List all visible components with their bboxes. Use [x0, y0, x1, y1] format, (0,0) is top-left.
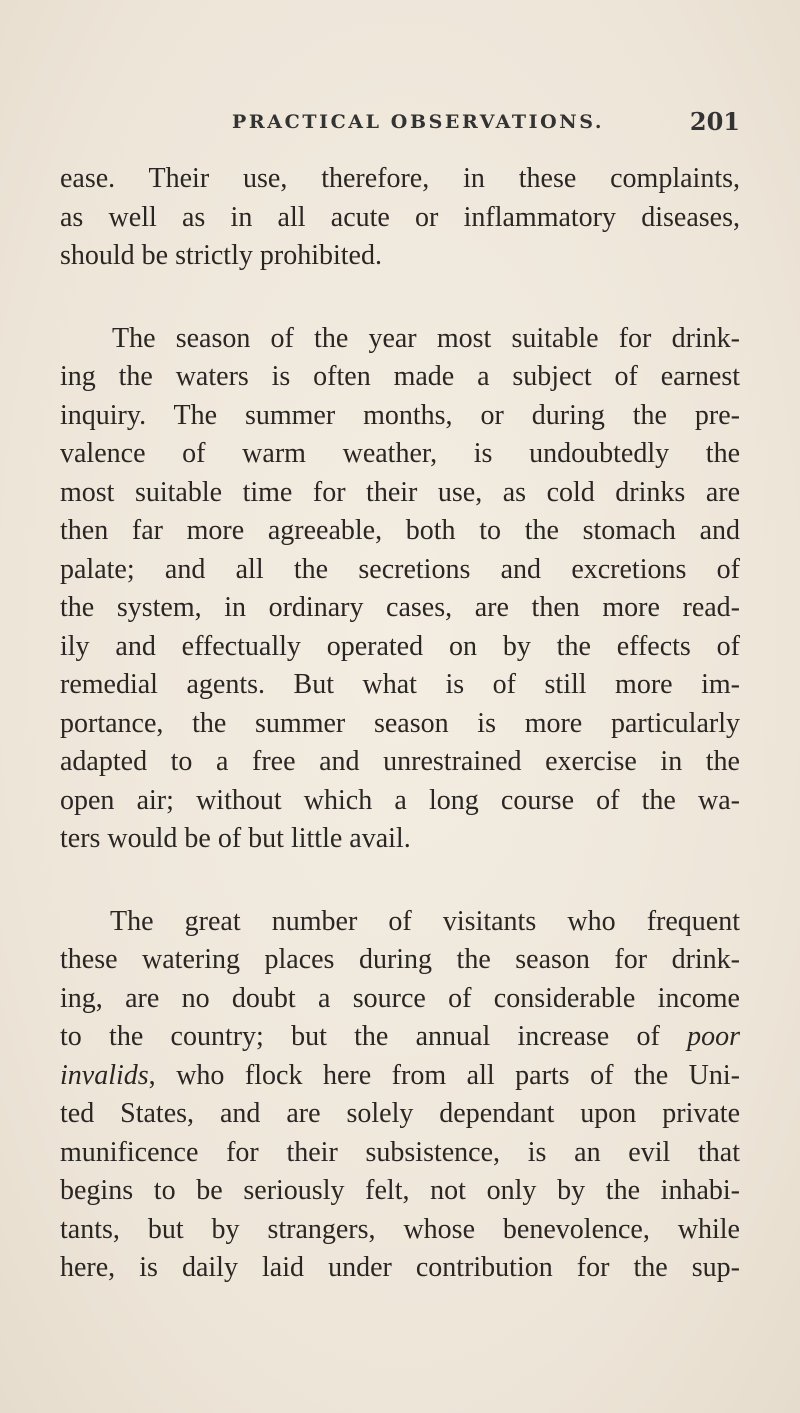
text-line: these watering places during the season for drink- [60, 944, 740, 975]
text-line: as well as in all acute or inflammatory diseases, [60, 201, 740, 233]
text-line: remedial agents. But what is of still more im- [60, 669, 740, 700]
text-line: The season of the year most suitable for drink- [112, 322, 740, 354]
text-line: ters would be of but little avail. [60, 823, 411, 854]
running-title: PRACTICAL OBSERVATIONS. [232, 111, 605, 133]
text-line [60, 1018, 740, 1057]
text-line: most suitable time for their use, as cold drinks are [60, 476, 740, 508]
text-line: The great number of visitants who frequent [110, 905, 740, 937]
text-line: portance, the summer season is more particularly [60, 707, 740, 739]
text-line: should be strictly prohibited. [60, 240, 382, 271]
text-line: ing, are no doubt a source of considerable income [60, 982, 740, 1014]
text-line: palate; and all the secretions and excretions of [60, 553, 740, 585]
text-line: ily and effectually operated on by the effects of [60, 630, 740, 662]
text-line: adapted to a free and unrestrained exercise in the [60, 746, 740, 777]
text-line: then far more agreeable, both to the stomach and [60, 515, 740, 546]
text-line: begins to be seriously felt, not only by the inhabi- [60, 1175, 740, 1206]
paragraph-1 [60, 160, 740, 276]
text-line: munificence for their subsistence, is an evil that [60, 1136, 740, 1168]
text-line: inquiry. The summer months, or during the pre- [60, 399, 740, 431]
text-line: ing the waters is often made a subject of earnest [60, 361, 740, 392]
page-header [232, 104, 740, 140]
text-line [60, 1057, 740, 1096]
text-line: tants, but by strangers, whose benevolence, while [60, 1213, 740, 1245]
body-text [60, 160, 740, 1332]
text-line: ease. Their use, therefore, in these complaints, [60, 163, 740, 194]
italic-word: poor [687, 1021, 740, 1052]
text-line: here, is daily laid under contribution for the sup- [60, 1252, 740, 1283]
paragraph-2 [60, 320, 740, 859]
line-segment: , who flock here from all parts of the Uni- [148, 1059, 740, 1091]
page-number: 201 [689, 107, 740, 136]
line-segment: to the country; but the annual increase of [60, 1021, 688, 1052]
italic-word: invalids [60, 1059, 149, 1091]
text-line: ted States, and are solely dependant upon private [60, 1098, 740, 1129]
paragraph-3 [60, 903, 740, 1288]
text-line: open air; without which a long course of the wa- [60, 784, 740, 816]
text-line: the system, in ordinary cases, are then more read- [60, 592, 740, 623]
text-line: valence of warm weather, is undoubtedly the [60, 438, 740, 469]
